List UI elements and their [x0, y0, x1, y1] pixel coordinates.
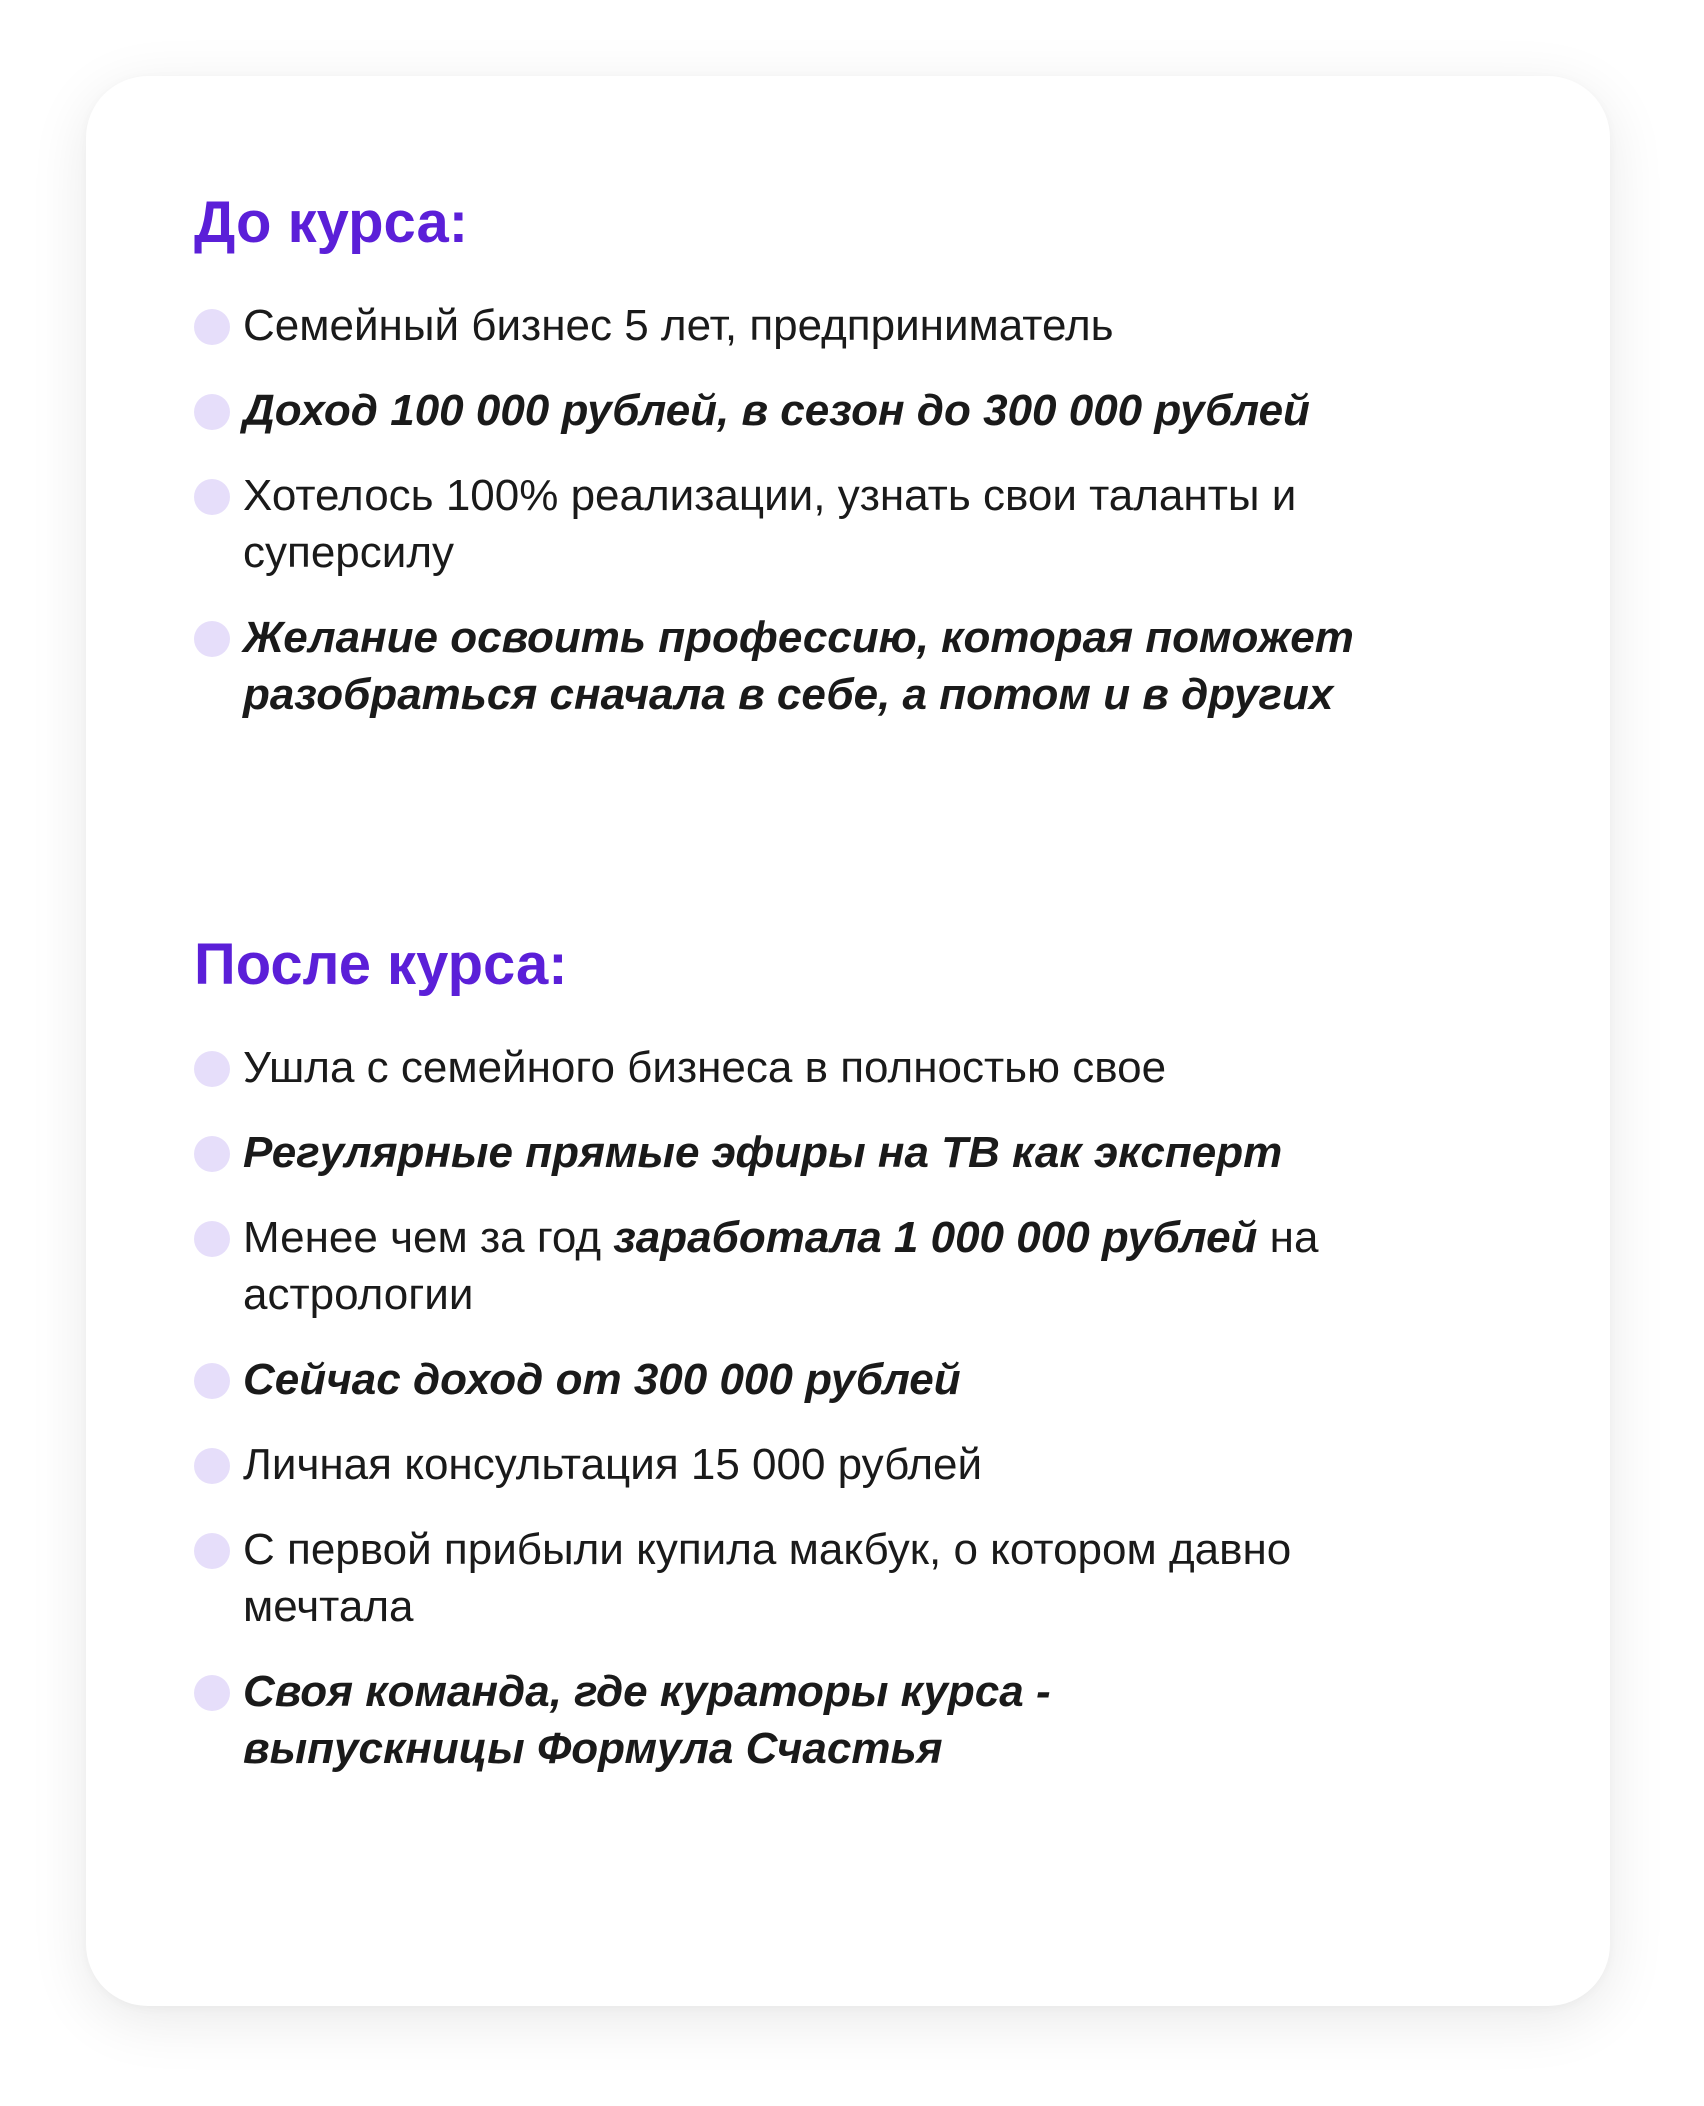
after-course-heading: После курса:: [194, 932, 568, 997]
list-item-text: Хотелось 100% реализации, узнать свои таланты и суперсилу: [243, 470, 1297, 577]
list-item: [194, 1209, 1443, 1323]
list-item-text-prefix: Менее чем за год: [243, 1212, 602, 1262]
bullet-icon: [194, 1675, 230, 1711]
list-item-text: Семейный бизнес 5 лет, предприниматель: [243, 300, 1114, 350]
bullet-icon: [194, 1448, 230, 1484]
list-item-text: Сейчас доход от 300 000 рублей: [243, 1354, 961, 1404]
after-course-section: [194, 932, 1574, 1805]
bullet-icon: [194, 1363, 230, 1399]
bullet-icon: [194, 1533, 230, 1569]
list-item-text: Регулярные прямые эфиры на ТВ как эксперт: [243, 1127, 1283, 1177]
after-course-list: [194, 1039, 1574, 1777]
list-item-text-highlight: заработала 1 000 000 рублей: [613, 1212, 1258, 1262]
bullet-icon: [194, 1136, 230, 1172]
bullet-icon: [194, 479, 230, 515]
list-item: [194, 1663, 1293, 1777]
list-item: [194, 1351, 1443, 1408]
list-item: [194, 609, 1443, 723]
list-item-text: Доход 100 000 рублей, в сезон до 300 000 рублей: [243, 385, 1310, 435]
content-card: [86, 76, 1610, 2006]
list-item: [194, 1124, 1443, 1181]
list-item: [194, 467, 1423, 581]
list-item-text-suffix: на астрологии: [243, 1212, 1319, 1319]
list-item: [194, 297, 1393, 354]
list-item: [194, 1521, 1413, 1635]
list-item-text: Своя команда, где кураторы курса - выпускницы Формула Счастья: [243, 1666, 1051, 1773]
bullet-icon: [194, 309, 230, 345]
list-item: [194, 1039, 1423, 1096]
list-item-text: Желание освоить профессию, которая поможет разобраться сначала в себе, а потом и в других: [243, 612, 1354, 719]
before-course-list: [194, 297, 1574, 723]
list-item: [194, 1436, 1443, 1493]
before-course-section: [194, 190, 1574, 751]
bullet-icon: [194, 1221, 230, 1257]
bullet-icon: [194, 394, 230, 430]
bullet-icon: [194, 621, 230, 657]
list-item-text: Ушла с семейного бизнеса в полностью свое: [243, 1042, 1167, 1092]
bullet-icon: [194, 1051, 230, 1087]
list-item-text: С первой прибыли купила макбук, о котором давно мечтала: [243, 1524, 1292, 1631]
list-item: [194, 382, 1563, 439]
before-course-heading: До курса:: [194, 190, 469, 255]
list-item-text: Личная консультация 15 000 рублей: [243, 1439, 983, 1489]
